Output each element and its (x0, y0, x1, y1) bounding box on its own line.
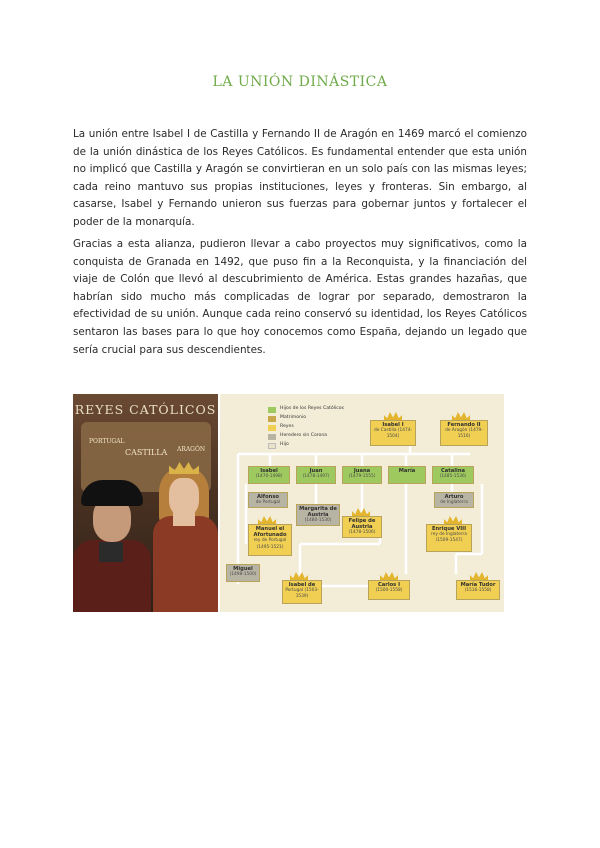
node-name: Miguel (233, 566, 253, 572)
paragraph-1: La unión entre Isabel I de Castilla y Fernando II de Aragón en 1469 marcó el comienzo de la unión dinástica de los Reyes Católicos. Es fundamental entender que esta unión no implicó que Castilla y Aragón se convirtieran en un solo país con las mismas leyes; cada reino mantuvo sus propias instituciones, leyes y fronteras. Sin embargo, al casarse, Isabel y Fernando unieron sus fuerzas para gobernar juntos y fortalecer el poder de la monarquía. (73, 128, 527, 228)
map-label-castilla: CASTILLA (125, 448, 168, 457)
tree-node-margarita (296, 504, 340, 526)
tree-node-isabel (248, 466, 290, 484)
node-sub: de Inglaterra (440, 500, 468, 506)
tree-node-isabel-i (370, 420, 416, 446)
node-sub: de Aragón (1479-1516) (445, 428, 483, 440)
portrait-title: REYES CATÓLICOS (74, 402, 217, 417)
tree-node-maria-tudor (456, 580, 500, 600)
node-sub: de Castilla (1474-1504) (373, 428, 413, 440)
page-title: LA UNIÓN DINÁSTICA (212, 74, 388, 90)
node-name: María Tudor (460, 582, 496, 588)
legend-swatch (268, 434, 276, 440)
tree-node-maria (388, 466, 426, 484)
tree-node-carlos (368, 580, 410, 600)
node-sub: rey de Inglaterra (1509-1547) (431, 532, 467, 544)
legend-label: Hijos de los Reyes Católicos (280, 406, 344, 411)
node-name: Margarita de Austria (299, 506, 337, 519)
node-name: Arturo (444, 494, 464, 500)
isabel-face (169, 478, 199, 516)
node-name: Fernando II (447, 422, 481, 428)
legend-label: Heredero sin Corona (280, 433, 328, 438)
fernando-hat (81, 480, 143, 506)
family-tree-diagram (220, 394, 504, 612)
legend-swatch (268, 425, 276, 431)
node-name: Isabel de (288, 582, 316, 588)
node-sub: de Portugal (255, 500, 281, 506)
legend-swatch (268, 407, 276, 413)
tree-node-juana (342, 466, 382, 484)
node-name: Isabel I (382, 422, 404, 428)
legend-label: Matrimonio (280, 415, 307, 420)
node-name: Catalina (440, 468, 466, 474)
node-sub: (1516-1558) (464, 588, 492, 594)
legend-label: Reyes (280, 424, 294, 429)
node-sub: (1485-1536) (439, 474, 467, 480)
tree-node-juan (296, 466, 336, 484)
node-name: Manuel el Afortunado (253, 526, 287, 539)
fernando-collar (99, 542, 123, 562)
node-name: Felipe de Austria (348, 518, 376, 531)
node-sub: rey de Portugal (1495-1521) (253, 538, 287, 550)
tree-node-arturo (434, 492, 474, 508)
node-name: Juan (309, 468, 323, 474)
node-sub: (1470-1498) (255, 474, 283, 480)
node-name: Isabel (260, 468, 278, 474)
node-sub: (1498-1500) (229, 572, 257, 578)
node-sub: Portugal (1503-1539) (285, 588, 319, 600)
legend-label: Hijo (280, 442, 289, 447)
map-label-aragon: ARAGÓN (177, 446, 206, 453)
tree-node-felipe (342, 516, 382, 538)
paragraph-2: Gracias a esta alianza, pudieron llevar a cabo proyectos muy significativos, como la conquista de Granada en 1492, que puso fin a la Reconquista, y la financiación del viaje de Colón que llevó al descubrimiento de América. Estas grandes hazañas, que habrían sido mucho más complicadas de lograr por separado, demostraron la efectividad de su unión. Aunque cada reino conservó su identidad, los Reyes Católicos sentaron las bases para lo que hoy conocemos como España, dejando un legado que sería crucial para sus descendientes. (73, 238, 527, 356)
tree-node-fernando-ii (440, 420, 488, 446)
tree-node-catalina (432, 466, 474, 484)
node-name: Juana (353, 468, 371, 474)
tree-node-enrique (426, 524, 472, 552)
tree-node-miguel (226, 564, 260, 582)
node-sub: (1479-1555) (348, 474, 376, 480)
node-sub: (1480-1530) (304, 518, 332, 524)
tree-node-isabel-portugal (282, 580, 322, 604)
node-name: Alfonso (257, 494, 279, 500)
tree-node-manuel (248, 524, 292, 556)
legend-item (268, 407, 388, 415)
node-name: Carlos I (377, 582, 401, 588)
node-name: Enrique VIII (431, 526, 467, 532)
tree-node-alfonso (248, 492, 288, 508)
legend-swatch (268, 416, 276, 422)
legend-swatch (268, 443, 276, 449)
reyes-catolicos-portrait (73, 394, 218, 612)
isabel-dress (153, 516, 218, 612)
node-name: María (398, 468, 416, 474)
node-sub: (1478-1506) (348, 530, 376, 536)
map-label-portugal: PORTUGAL (89, 438, 125, 445)
node-sub: (1478-1497) (302, 474, 330, 480)
node-sub: (1500-1558) (375, 588, 403, 594)
